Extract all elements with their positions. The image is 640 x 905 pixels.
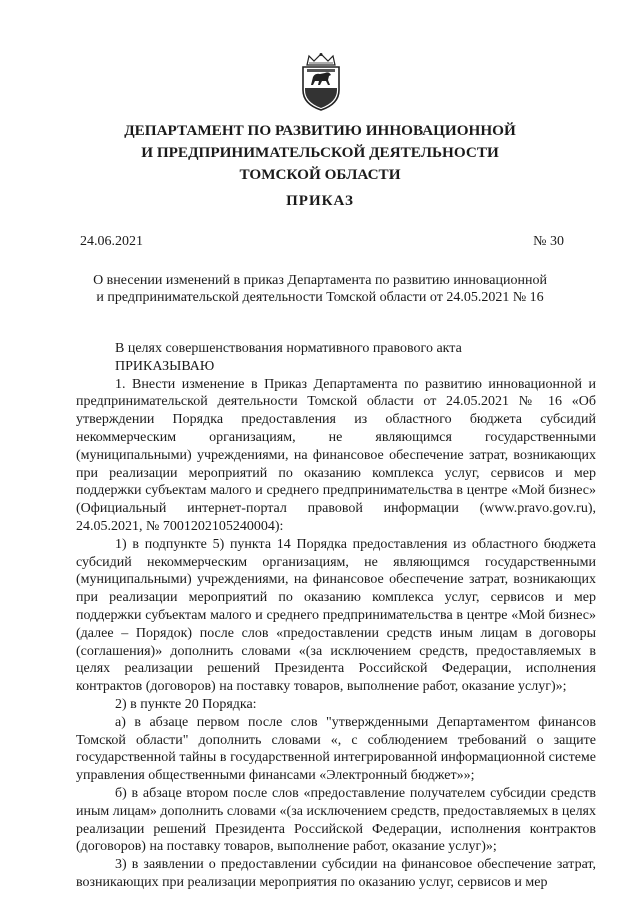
- department-name-line-1: ДЕПАРТАМЕНТ ПО РАЗВИТИЮ ИННОВАЦИОННОЙ: [124, 122, 516, 139]
- order-number: № 30: [533, 234, 564, 249]
- paragraph-5: б) в абзаце втором после слов «предоставление получателем субсидии средств иным лицам» дополнить словами «(за исключением средств, предоставляемых в целях реализации решений Президента Российской Федерации, исполнения контрактов (договоров) на поставку товаров, выполнение работ, оказание услуг)»;: [76, 785, 596, 855]
- order-body: [76, 340, 596, 892]
- order-date: 24.06.2021: [80, 234, 143, 249]
- paragraph-4: а) в абзаце первом после слов "утвержденными Департаментом финансов Томской области" дополнить словами «, с соблюдением требований о защите государственной тайны в государственной интегрированной информационной системе управления общественными финансами «Электронный бюджет»»;: [76, 714, 596, 784]
- department-name-line-3: ТОМСКОЙ ОБЛАСТИ: [239, 166, 401, 183]
- preamble: В целях совершенствования нормативного правового акта: [115, 341, 462, 356]
- order-subject-line-2: и предпринимательской деятельности Томской области от 24.05.2021 № 16: [96, 290, 544, 305]
- paragraph-1: 1. Внести изменение в Приказ Департамента по развитию инновационной и предпринимательской деятельности Томской области от 24.05.2021 № 16 «Об утверждении Порядка предоставления из областного бюджета субсидий некоммерческим организациям, не являющимся государственными (муниципальными) учреждениями, на финансовое обеспечение затрат, возникающих при реализации мероприятий по оказанию комплекса услуг, сервисов и мер поддержки субъектам малого и среднего предпринимательства в центре «Мой бизнес» (Официальный интернет-портал правовой информации (www.pravo.gov.ru), 24.05.2021, № 7001202105240004):: [76, 376, 596, 534]
- coat-of-arms-icon: [298, 52, 344, 112]
- order-subject: [60, 272, 580, 306]
- order-subject-line-1: О внесении изменений в приказ Департамента по развитию инновационной: [93, 273, 547, 288]
- department-name-line-2: И ПРЕДПРИНИМАТЕЛЬСКОЙ ДЕЯТЕЛЬНОСТИ: [141, 144, 499, 161]
- paragraph-6: 3) в заявлении о предоставлении субсидии на финансовое обеспечение затрат, возникающих при реализации мероприятия по оказанию услуг, сервисов и мер: [76, 857, 596, 890]
- order-word: ПРИКАЗЫВАЮ: [115, 358, 215, 374]
- paragraph-2: 1) в подпункте 5) пункта 14 Порядка предоставления из областного бюджета субсидий некоммерческим организациям, не являющимся государственными (муниципальными) учреждениями, на финансовое обеспечение затрат, возникающих при реализации мероприятий по оказанию комплекса услуг, сервисов и мер поддержки субъектам малого и среднего предпринимательства в центре «Мой бизнес» (далее – Порядок) после слов «предоставлении средств иным лицам в договоры (соглашения)» дополнить словами «(за исключением средств, предоставляемых в целях реализации решений Президента Российской Федерации, исполнения контрактов (договоров) на поставку товаров, выполнение работ, оказание услуг)»;: [76, 536, 596, 695]
- paragraph-3: 2) в пункте 20 Порядка:: [115, 696, 257, 712]
- department-name: [60, 120, 580, 186]
- document-type-title: ПРИКАЗ: [286, 193, 354, 209]
